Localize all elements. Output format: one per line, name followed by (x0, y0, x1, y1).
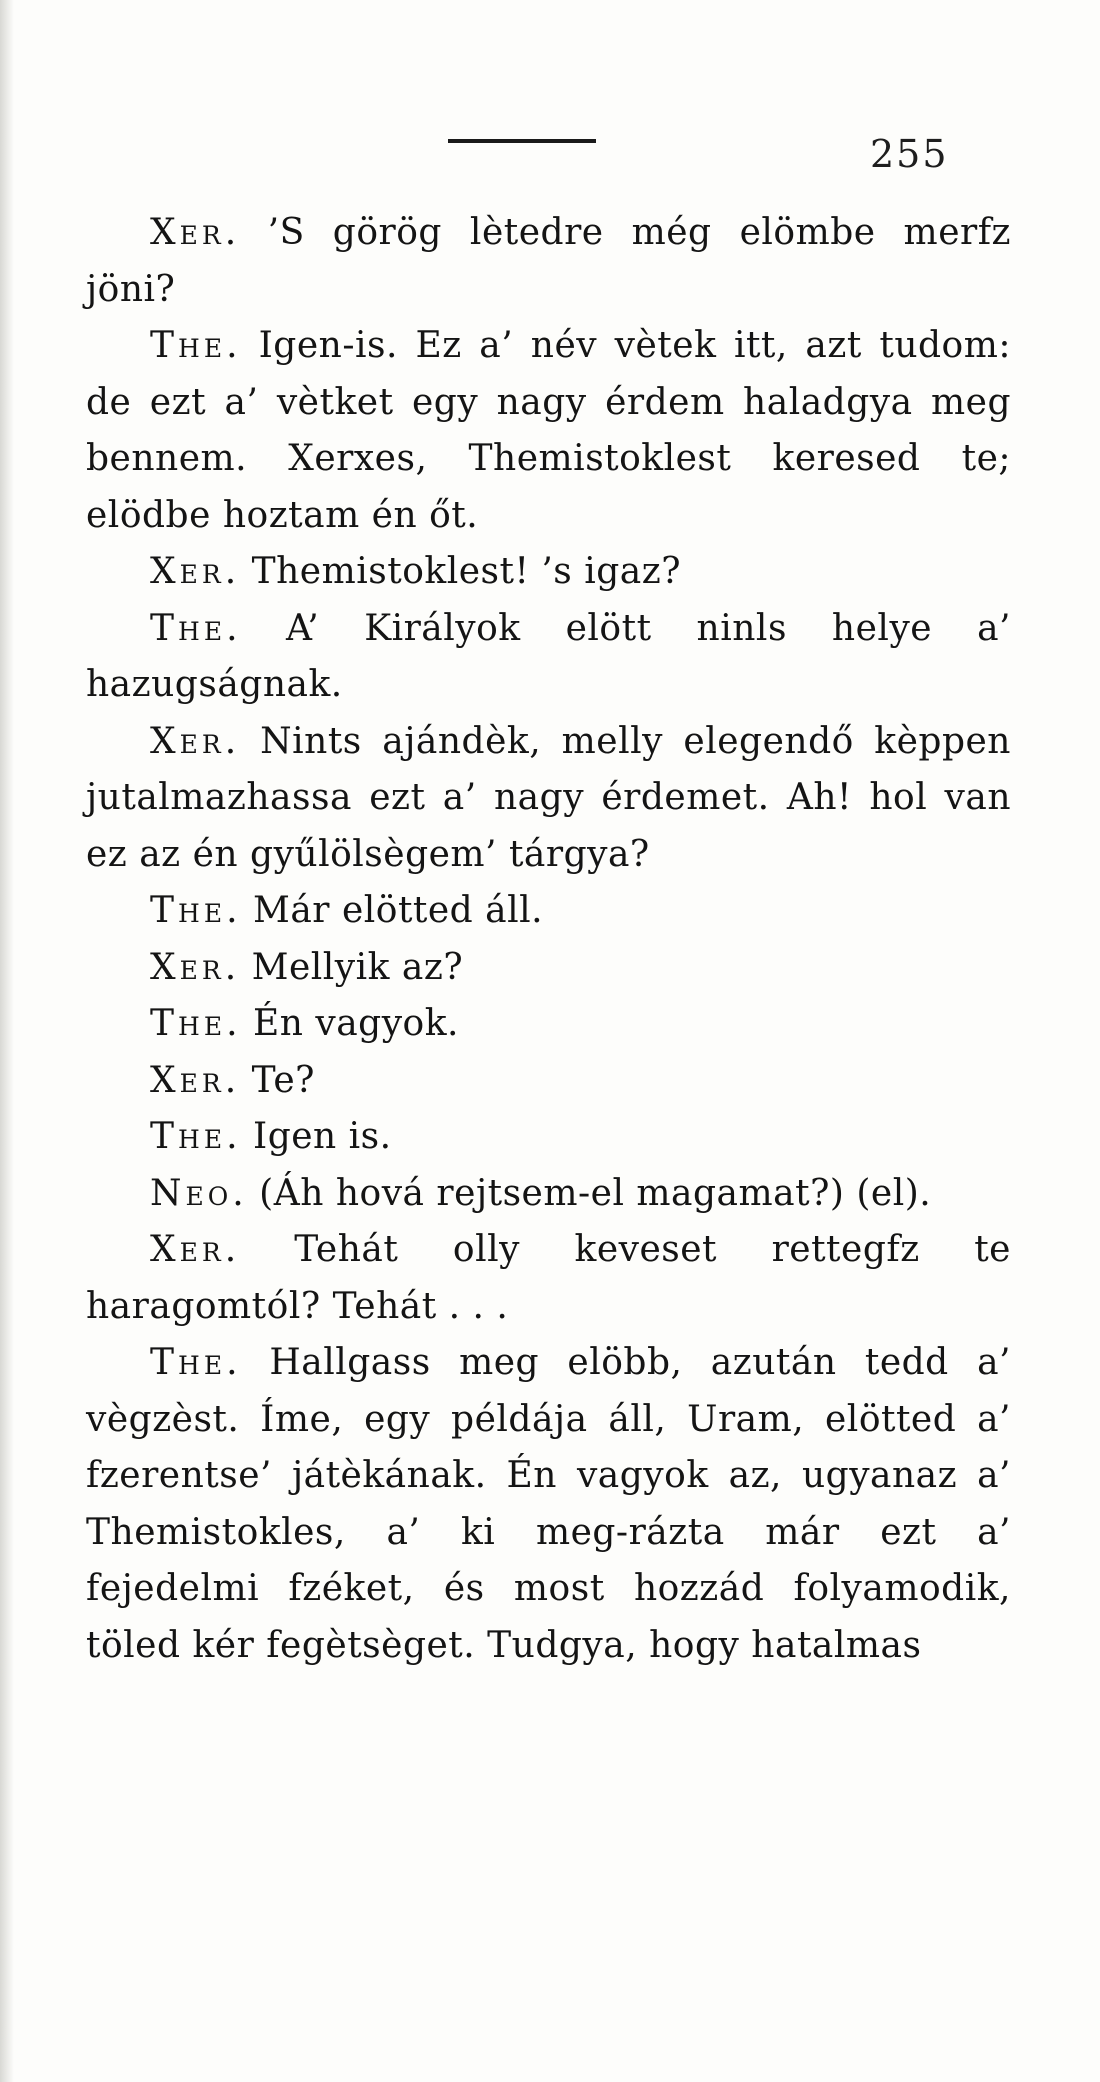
speaker-label: The. (150, 1116, 242, 1157)
speech-text: Hallgass meg elöbb, azután tedd a’ vègzèst. Íme, egy példája áll, Uram, elötted a’ fzerentse’ játèkának. Én vagyok az, ugyanaz a’ Themistokles, a’ ki meg-rázta már ezt a’ fejedelmi fzéket, és most hozzád folyamodik, töled kér fegètsèget. Tudgya, hogy hatalmas (86, 1342, 1011, 1666)
dialogue-text (86, 205, 1011, 1674)
speech-text: Én vagyok. (252, 1003, 459, 1044)
speech-7 (86, 940, 1011, 997)
speech-text: Mellyik az? (251, 946, 464, 988)
speaker-label: Xer. (150, 1059, 241, 1101)
speaker-label: The. (150, 607, 242, 649)
header-rule (448, 139, 596, 143)
speech-2 (86, 318, 1011, 544)
speech-text: ’S görög lètedre még elömbe merfz jöni? (86, 212, 1011, 310)
speech-5 (86, 714, 1011, 884)
speech-3 (86, 544, 1011, 601)
page-edge-shadow (0, 0, 14, 2082)
speech-1 (86, 205, 1011, 318)
speech-text: Már elötted áll. (252, 890, 544, 931)
speech-text: Igen-is. Ez a’ név vètek itt, azt tudom: de ezt a’ vètket egy nagy érdem haladgya meg bennem. Xerxes, Themistoklest keresed te; elödbe hoztam én őt. (86, 325, 1011, 536)
page-number: 255 (870, 132, 949, 176)
speech-text: Te? (251, 1059, 315, 1101)
speech-text: A’ Királyok elött ninls helye a’ hazugságnak. (86, 607, 1011, 705)
speaker-label: The. (150, 1003, 242, 1044)
speaker-label: Neo. (150, 1172, 248, 1214)
speaker-label: Xer. (150, 720, 241, 762)
speech-text: (Áh hová rejtsem-el magamat?) (el). (259, 1172, 932, 1214)
speech-text: Tehát olly keveset rettegfz te haragomtól? Tehát . . . (86, 1229, 1011, 1327)
speech-11 (86, 1166, 1011, 1223)
speech-9 (86, 1053, 1011, 1110)
speech-6 (86, 883, 1011, 940)
speech-10 (86, 1109, 1011, 1166)
speech-12 (86, 1222, 1011, 1335)
speaker-label: Xer. (150, 1229, 241, 1270)
speech-text: Igen is. (252, 1116, 392, 1157)
speech-13 (86, 1335, 1011, 1674)
speaker-label: Xer. (150, 946, 241, 988)
speech-4 (86, 601, 1011, 714)
speaker-label: The. (150, 890, 242, 931)
speech-text: Nints ajándèk, melly elegendő kèppen jutalmazhassa ezt a’ nagy érdemet. Ah! hol van ez az én gyűlölsègem’ tárgya? (86, 720, 1011, 875)
speaker-label: Xer. (150, 551, 241, 592)
speech-8 (86, 996, 1011, 1053)
speech-text: Themistoklest! ’s igaz? (251, 551, 682, 592)
speaker-label: The. (150, 1342, 242, 1383)
speaker-label: The. (150, 325, 242, 366)
speaker-label: Xer. (150, 212, 241, 253)
